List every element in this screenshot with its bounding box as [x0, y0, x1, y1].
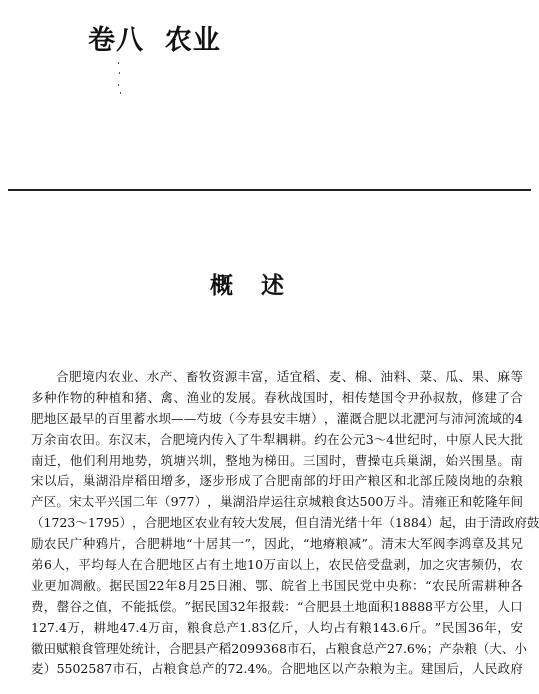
text-line: 费 ， 罄 谷 之 值 ， 不 能 抵 偿 。 ” 据 民 国 32 年 报 载 ： “ 合 肥 县 土 地 面 积 18888 平 方 公 里 ， 人 口: [31, 598, 523, 614]
text-line: 宋 以 后 ， 巢 湖 沿 岸 稻 田 增 多 ， 逐 步 形 成 了 合 肥 南 部 的 圩 田 产 粮 区 和 北 部 丘 陵 岗 地 的 杂 粮: [31, 473, 523, 489]
text-line: 127.4 万 ， 耕 地 47.4 万 亩 ， 粮 食 总 产 1.83 亿 斤 ， 人 均 占 有 粮 143.6 斤 。 ” 民 国 36 年 ， 安: [31, 619, 523, 635]
text-line: 励 农 民 广 种 鸦 片 ， 合 肥 耕 地 “ 十 居 其 一 ” ， 因 此 ， “ 地 瘠 粮 减 ” 。 清 末 大 军 阀 李 鸿 章 及 其 兄: [31, 536, 523, 552]
text-line: 肥 地 区 最 早 的 百 里 蓄 水 坝 — — 芍 坡 （ 今 寿 县 安 丰 塘 ） ， 灌 溉 合 肥 以 北 淝 河 与 沛 河 流 域 的 4: [31, 410, 523, 426]
text-line: 万 余 亩 农 田 。 东 汉 末 ， 合 肥 境 内 传 入 了 牛 犁 耦 耕 。 约 在 公 元 3～4 世 纪 时 ， 中 原 人 民 大 批: [31, 431, 523, 447]
text-line: 南 迁 ， 他 们 利 用 地 势 ， 筑 塘 兴 圳 ， 整 地 为 梯 田 。 三 国 时 ， 曹 操 屯 兵 巢 湖 ， 始 兴 围 垦 。 南: [31, 452, 523, 468]
text-line: 多 种 作 物 的 种 植 和 猪 、 禽 、 渔 业 的 发 展 。 春 秋 战 国 时 ， 相 传 楚 国 令 尹 孙 叔 敖 ， 修 建 了 合: [31, 389, 523, 405]
scan-specks: [118, 62, 122, 102]
text-line: 业 更 加 凋 敝 。 据 民 国 22 年 8 月 25 日 湘 、 鄂 、 皖 省 上 书 国 民 党 中 央 称 ： “ 农 民 所 需 耕 种 各: [31, 577, 523, 593]
text-line: 产 区 。 宋 太 平 兴 国 二 年 （ 977 ） ， 巢 湖 沿 岸 运 往 京 城 粮 食 达 500 万 斗 。 清 雍 正 和 乾 隆 年 间: [31, 494, 523, 510]
text-line: 麦 ） 5502587 市 石 ， 占 粮 食 总 产 的 72.4% 。 合 肥 地 区 以 产 杂 粮 为 主 。 建 国 后 ， 人 民 政 府: [31, 661, 523, 677]
chapter-title: 卷八 农业: [88, 25, 221, 56]
section-title: 概述: [210, 273, 312, 299]
body-text: [31, 367, 539, 680]
text-line: 合 肥 境 内 农 业 、 水 产 、 畜 牧 资 源 丰 富 ， 适 宜 稻 、 麦 、 棉 、 油 料 、 菜 、 瓜 、 果 、 麻 等: [56, 369, 523, 384]
horizontal-rule: [8, 189, 531, 191]
text-line: 弟 6 人 ， 平 均 每 人 在 合 肥 地 区 占 有 土 地 10 万 亩 以 上 ， 农 民 倍 受 盘 剥 ， 加 之 灾 害 频 仍 ， 农: [31, 557, 523, 573]
text-line: （ 1723～1795 ） ， 合 肥 地 区 农 业 有 较 大 发 展 ， 但 自 清 光 绪 十 年 （ 1884 ） 起 ， 由 于 清 政 府 鼓: [31, 515, 539, 531]
text-line: 徽 田 赋 粮 食 管 理 处 统 计 ， 合 肥 县 产 稻 2099368 市 石 ， 占 粮 食 总 产 27.6% ； 产 杂 粮 （ 大 、 小: [31, 640, 527, 656]
